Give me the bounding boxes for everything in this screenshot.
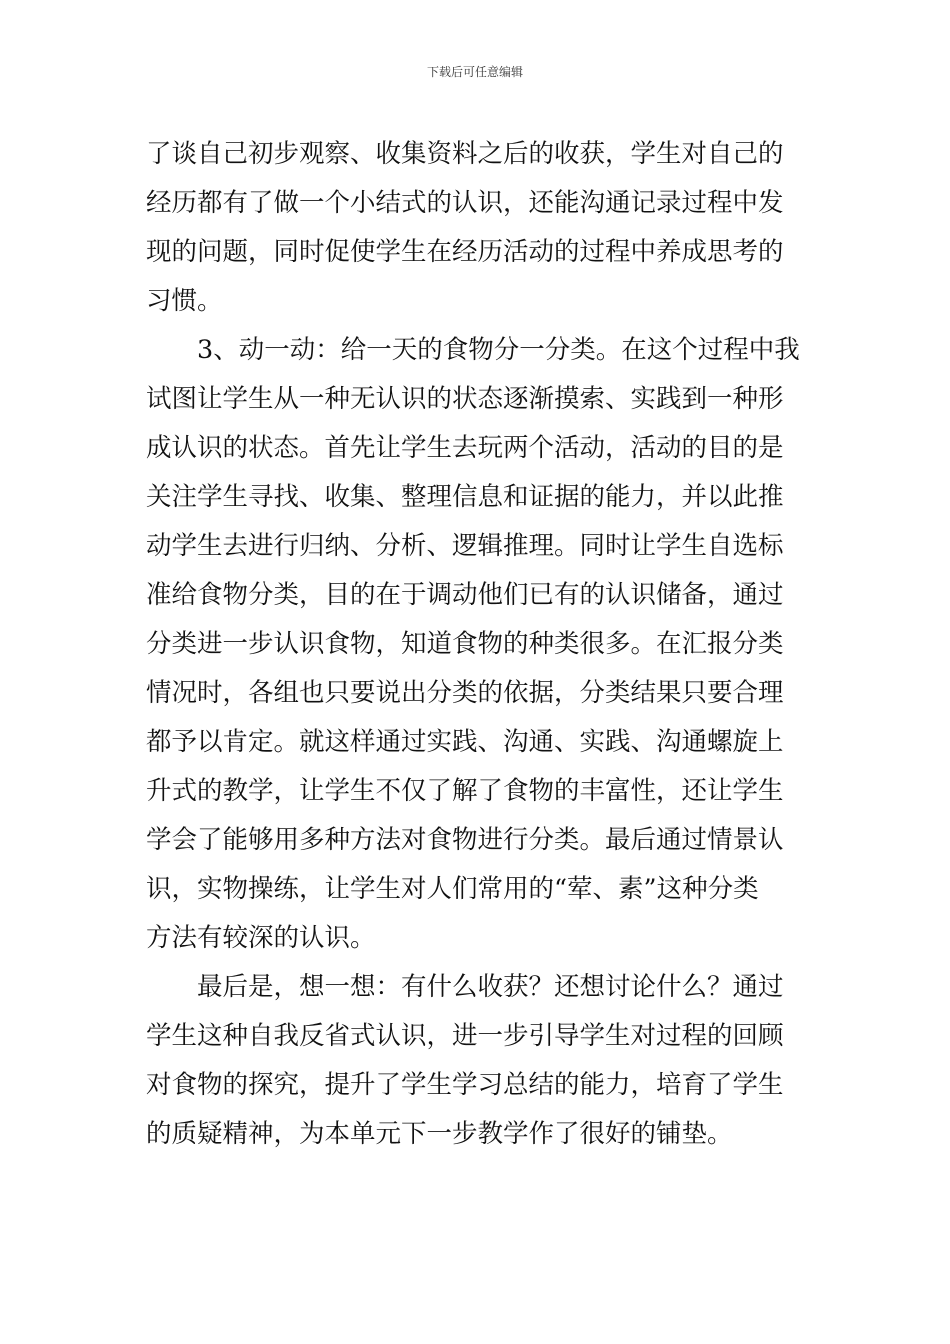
body-line: 学生这种自我反省式认识，进一步引导学生对过程的回顾 (146, 1021, 784, 1051)
body-line: 3、动一动：给一天的食物分一分类。在这个过程中我 (146, 335, 800, 365)
body-line: 经历都有了做一个小结式的认识，还能沟通记录过程中发 (146, 188, 784, 218)
body-line: 识，实物操练，让学生对人们常用的“荤、素”这种分类 (146, 874, 759, 904)
body-line: 都予以肯定。就这样通过实践、沟通、实践、沟通螺旋上 (146, 727, 784, 757)
body-line: 动学生去进行归纳、分析、逻辑推理。同时让学生自选标 (146, 531, 784, 561)
page-header: 下载后可任意编辑 (426, 65, 523, 79)
body-line: 分类进一步认识食物，知道食物的种类很多。在汇报分类 (146, 629, 784, 659)
body-line: 最后是，想一想：有什么收获？还想讨论什么？通过 (146, 972, 784, 1002)
body-line: 关注学生寻找、收集、整理信息和证据的能力，并以此推 (146, 482, 784, 512)
body-line: 现的问题，同时促使学生在经历活动的过程中养成思考的 (146, 237, 784, 267)
document-body (146, 130, 811, 1159)
body-line: 对食物的探究，提升了学生学习总结的能力，培育了学生 (146, 1070, 784, 1100)
body-line: 学会了能够用多种方法对食物进行分类。最后通过情景认 (146, 825, 784, 855)
body-line: 情况时，各组也只要说出分类的依据，分类结果只要合理 (146, 678, 784, 708)
body-line: 准给食物分类，目的在于调动他们已有的认识储备，通过 (146, 580, 784, 610)
body-line: 的质疑精神，为本单元下一步教学作了很好的铺垫。 (146, 1119, 733, 1149)
body-line: 习惯。 (146, 286, 223, 316)
body-line: 试图让学生从一种无认识的状态逐渐摸索、实践到一种形 (146, 384, 784, 414)
body-line: 了谈自己初步观察、收集资料之后的收获，学生对自己的 (146, 139, 784, 169)
body-line: 成认识的状态。首先让学生去玩两个活动，活动的目的是 (146, 433, 784, 463)
body-line: 方法有较深的认识。 (146, 923, 376, 953)
body-line: 升式的教学，让学生不仅了解了食物的丰富性，还让学生 (146, 776, 784, 806)
